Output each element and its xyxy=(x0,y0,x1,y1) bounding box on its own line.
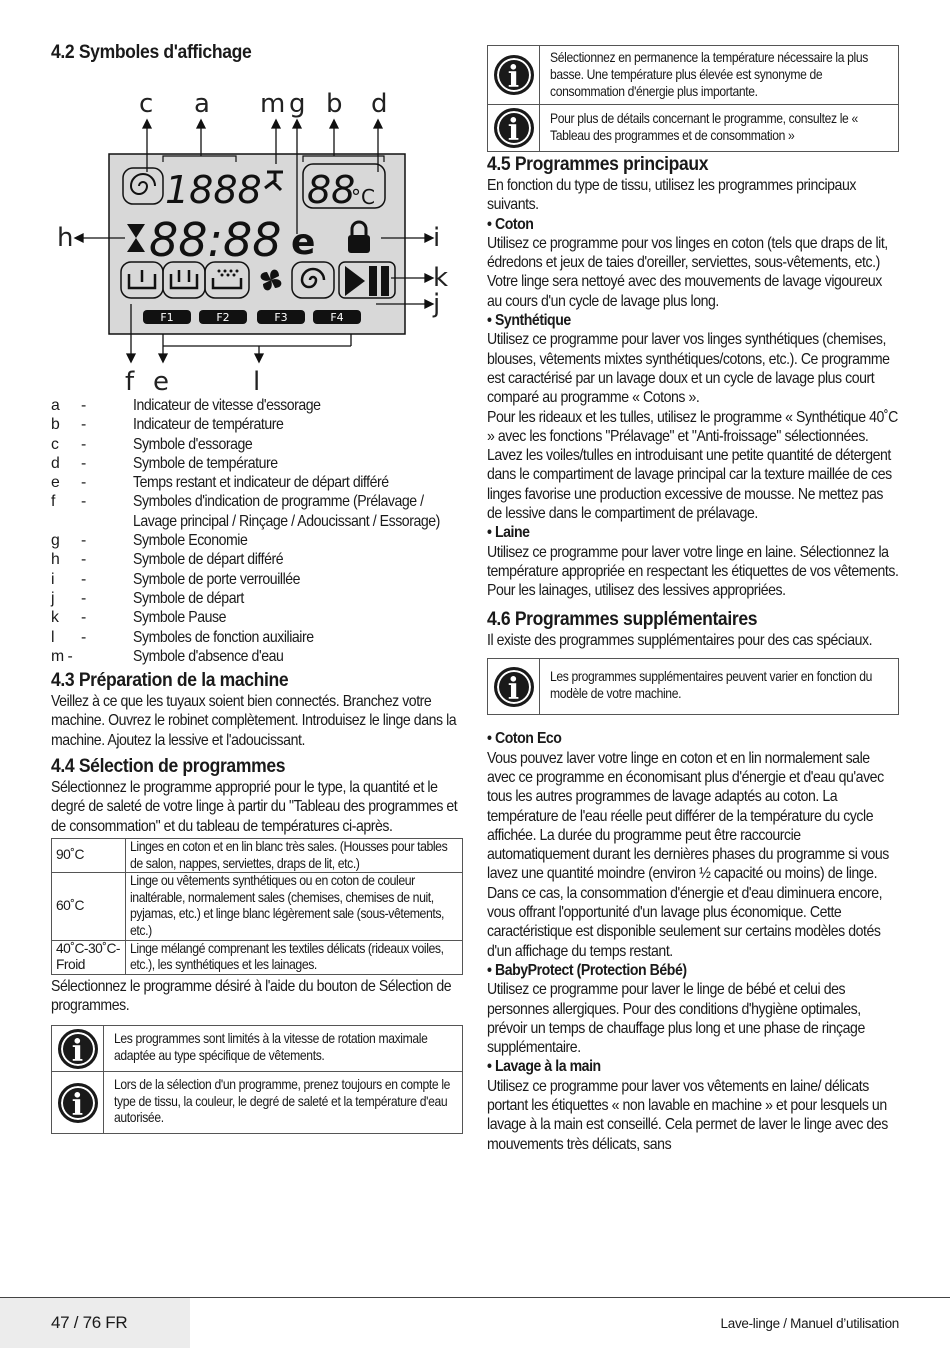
info-box: i Les programmes supplémentaires peuvent varier en fonction du modèle de votre machine. xyxy=(487,658,899,716)
legend-row xyxy=(51,628,463,647)
section-4-3-heading: 4.3 Préparation de la machine xyxy=(51,669,289,692)
coton-heading: • Coton xyxy=(487,215,534,233)
legend-key: k xyxy=(51,609,59,627)
section-4-2-heading: 4.2 Symboles d'affichage xyxy=(51,41,252,63)
legend-text: Indicateur de température xyxy=(133,416,284,434)
legend-key: c xyxy=(51,435,59,453)
legend-text: Symbole Economie xyxy=(133,532,248,550)
label-j: j xyxy=(433,289,441,319)
legend-text: Symboles d'indication de programme (Prélavage / Lavage principal / Rinçage / Adoucissant / Essorage) xyxy=(133,493,440,530)
legend-dash: - xyxy=(81,570,86,588)
symbol-legend xyxy=(51,396,463,666)
lcd-f3: F3 xyxy=(274,311,288,324)
page-number: 47 / 76 FR xyxy=(0,1298,190,1348)
legend-text: Symbole de départ différé xyxy=(133,551,284,569)
label-k: k xyxy=(433,263,449,293)
desc-cell: Linge mélangé comprenant les textiles délicats (rideaux voiles, etc.), les synthétiques et les lainages. xyxy=(126,940,463,974)
desc-cell: Linge ou vêtements synthétiques ou en coton de couleur inaltérable, normalement sales (chemises, chemises de nuit, pyjamas, etc.) et linge blanc légèrement sale (sous-vêtements, etc.) xyxy=(126,873,463,940)
legend-row xyxy=(51,492,463,531)
info-icon: i xyxy=(488,659,540,715)
legend-dash: - xyxy=(81,609,86,627)
lcd-f4: F4 xyxy=(330,311,344,324)
legend-key: j xyxy=(51,589,55,607)
lcd-time: 88:88 xyxy=(149,213,282,267)
legend-row xyxy=(51,647,463,666)
legend-dash: - xyxy=(81,628,86,646)
legend-text: Symbole d'essorage xyxy=(133,435,253,453)
legend-key: f xyxy=(51,493,55,511)
legend-row xyxy=(51,473,463,492)
legend-dash: - xyxy=(81,589,86,607)
legend-row xyxy=(51,531,463,550)
legend-row xyxy=(51,415,463,434)
manual-title: Lave-linge / Manuel d’utilisation xyxy=(720,1316,899,1331)
legend-key: m - xyxy=(51,647,73,665)
legend-dash: - xyxy=(81,416,86,434)
legend-dash: - xyxy=(81,532,86,550)
label-i: i xyxy=(433,223,441,253)
label-g: g xyxy=(289,89,306,119)
legend-text: Symbole de départ xyxy=(133,589,244,607)
laine-heading: • Laine xyxy=(487,524,530,542)
display-diagram xyxy=(51,64,463,394)
legend-row xyxy=(51,589,463,608)
legend-text: Symboles de fonction auxiliaire xyxy=(133,628,314,646)
legend-text: Symbole de température xyxy=(133,454,278,472)
table-row xyxy=(52,940,463,974)
legend-dash: - xyxy=(81,454,86,472)
legend-key: e xyxy=(51,474,60,492)
label-a: a xyxy=(194,89,210,119)
info-box: i Lors de la sélection d'un programme, prenez toujours en compte le type de tissu, la couleur, le degré de saleté et la température d'eau autorisée. xyxy=(51,1072,463,1134)
temp-cell: 40˚C-30˚C- Froid xyxy=(52,940,126,974)
legend-key: a xyxy=(51,397,60,414)
label-d: d xyxy=(371,89,388,119)
lcd-spin-speed: 1888 xyxy=(165,168,262,212)
info-box: i Les programmes sont limités à la vitesse de rotation maximale adaptée au type spécifique de vêtements. xyxy=(51,1025,463,1072)
left-column xyxy=(51,40,463,1134)
info-boxes-left xyxy=(51,1025,463,1134)
label-h: h xyxy=(57,223,74,253)
legend-row xyxy=(51,570,463,589)
legend-row xyxy=(51,435,463,454)
right-column: i Sélectionnez en permanence la température nécessaire la plus basse. Une température plus élevée est synonyme de consommation d'énergie plus importante. i Pour plus de détails concernant le programme, consultez le « Tableau des programmes et de consommation » 4.5 Programmes principaux En fonction du type de tissu, utilisez les programmes principaux suivants. • Coton Utilisez ce programme pour vos linges en coton (tels que draps de lit, édredons et jeux de taies d'oreiller, serviettes, sous-vêtements, etc.) Votre linge sera nettoyé avec des mouvements de lavage vigoureux au cours d'un cycle de lavage plus long. • Synthétique Utilisez ce programme pour laver vos linges synthétiques (chemises, blouses, vêtements mixtes synthétiques/cotons, etc.). Ce programme est caractérisé par un lavage doux et un cycle de lavage plus court comparé au programme « Cotons ». Pour les rideaux et les tulles, utilisez le programme « Synthétique 40˚C » avec les fonctions "Prélavage" et "Anti-froissage" sélectionnées. Lavez les voiles/tulles en introduisant une petite quantité de détergent dans le compartiment de lavage principal car la texture maillée de ces linges favorise une production excessive de mousse. Ne mettez pas de lessive dans le compartiment de prélavage. • Laine Utilisez ce programme pour laver votre linge en laine. Sélectionnez la température appropriée en respectant les étiquettes de vos vêtements. Pour les lainages, utilisez des lessives appropriées. 4.6 Programmes supplémentaires Il existe des programmes supplémentaires pour des cas spéciaux. i Les programmes supplémentaires peuvent varier en fonction du modèle de votre machine. • Coton Eco Vous pouvez laver votre linge en coton et en lin normalement sale avec ce programme en économisant plus d'énergie et d'eau qu'avec tous les autres programmes de lavage adaptés au coton. La température de l'eau réelle peut différer de la température du cycle affichée. La durée du programme peut être raccourcie automatiquement durant les dernières phases du programme si vous lavez une quantité moindre (environ ½ capacité ou moins) de linge. Dans ce cas, la consommation d'énergie et d'eau diminuera encore, vous offrant l'opportunité d'un lavage plus économique. Cette caractéristique est disponible seulement sur certains modèles dotés d'un affichage du temps restant. • BabyProtect (Protection Bébé) Utilisez ce programme pour laver le linge de bébé et celui des personnes allergiques. Pour des conditions d'hygiène optimales, prévoir un temps de chauffage plus long et une phase de rinçage supplémentaire. • Lavage à la main Utilisez ce programme pour laver vos vêtements en laine/ délicats portant les étiquettes « non lavable en machine » et pour lesquels un lavage à la main est conseillé. Cela permet de laver le linge avec des mouvements très délicats, sans xyxy=(487,45,899,1154)
legend-text: Symbole d'absence d'eau xyxy=(133,647,284,665)
legend-row xyxy=(51,550,463,569)
lavage-main-heading: • Lavage à la main xyxy=(487,1058,601,1076)
info-icon: i xyxy=(488,46,540,104)
temp-cell: 90˚C xyxy=(52,838,126,872)
lcd-temperature: 88 xyxy=(307,168,356,212)
info-box: i Pour plus de détails concernant le programme, consultez le « Tableau des programmes et de consommation » xyxy=(487,105,899,152)
desc-cell: Linges en coton et en lin blanc très sales. (Housses pour tables de salon, nappes, serviettes, draps de lit, etc.) xyxy=(126,838,463,872)
label-c: c xyxy=(139,89,154,119)
lcd-display-illustration xyxy=(51,64,463,396)
section-4-4-text: Sélectionnez le programme approprié pour le type, la quantité et le degré de saleté de votre linge à partir du "Tableau des programmes et de consommation" et du tableau de températures ci-après. xyxy=(51,779,458,835)
section-4-3-text: Veillez à ce que les tuyaux soient bien connectés. Branchez votre machine. Ouvrez le robinet complètement. Introduisez le linge dans la machine. Ajoutez la lessive et l'adoucissant. xyxy=(51,693,457,749)
legend-row xyxy=(51,608,463,627)
select-program-text: Sélectionnez le programme désiré à l'aide du bouton de Sélection de programmes. xyxy=(51,977,452,1014)
info-box: i Sélectionnez en permanence la température nécessaire la plus basse. Une température plus élevée est synonyme de consommation d'énergie plus importante. xyxy=(487,45,899,105)
legend-key: g xyxy=(51,532,60,550)
label-e: e xyxy=(153,367,169,396)
label-b: b xyxy=(326,89,343,119)
temperature-table xyxy=(51,838,463,975)
table-row xyxy=(52,838,463,872)
page-footer xyxy=(0,1297,950,1348)
legend-key: b xyxy=(51,416,60,434)
legend-dash xyxy=(81,647,133,666)
legend-dash: - xyxy=(81,474,86,492)
legend-key: i xyxy=(51,570,55,588)
legend-key: h xyxy=(51,551,60,569)
label-l: l xyxy=(253,367,261,396)
babyprotect-heading: • BabyProtect (Protection Bébé) xyxy=(487,961,687,979)
table-row xyxy=(52,873,463,940)
section-4-6-heading: 4.6 Programmes supplémentaires xyxy=(487,607,758,630)
info-icon: i xyxy=(52,1026,104,1071)
temp-cell: 60˚C xyxy=(52,873,126,940)
lcd-temperature-unit: °C xyxy=(351,185,375,209)
legend-text: Indicateur de vitesse d'essorage xyxy=(133,397,321,414)
label-m: m xyxy=(260,89,286,119)
label-f: f xyxy=(125,367,135,396)
section-4-4-heading: 4.4 Sélection de programmes xyxy=(51,755,286,778)
info-icon: i xyxy=(52,1072,104,1133)
legend-text: Symbole Pause xyxy=(133,609,226,627)
legend-text: Temps restant et indicateur de départ différé xyxy=(133,474,389,492)
legend-row xyxy=(51,454,463,473)
info-icon: i xyxy=(488,105,540,151)
legend-text: Symbole de porte verrouillée xyxy=(133,570,301,588)
legend-dash: - xyxy=(81,551,86,569)
legend-key: l xyxy=(51,628,55,646)
synthetique-heading: • Synthétique xyxy=(487,312,571,330)
legend-dash: - xyxy=(81,493,86,511)
coton-eco-heading: • Coton Eco xyxy=(487,730,562,748)
legend-dash: - xyxy=(81,435,86,453)
lcd-eco-symbol: e xyxy=(291,222,316,263)
section-4-5-heading: 4.5 Programmes principaux xyxy=(487,152,709,175)
legend-key: d xyxy=(51,454,60,472)
lcd-f2: F2 xyxy=(216,311,230,324)
legend-row xyxy=(51,396,463,415)
legend-dash: - xyxy=(81,397,86,414)
info-boxes-right-top xyxy=(487,45,899,152)
lcd-f1: F1 xyxy=(160,311,174,324)
